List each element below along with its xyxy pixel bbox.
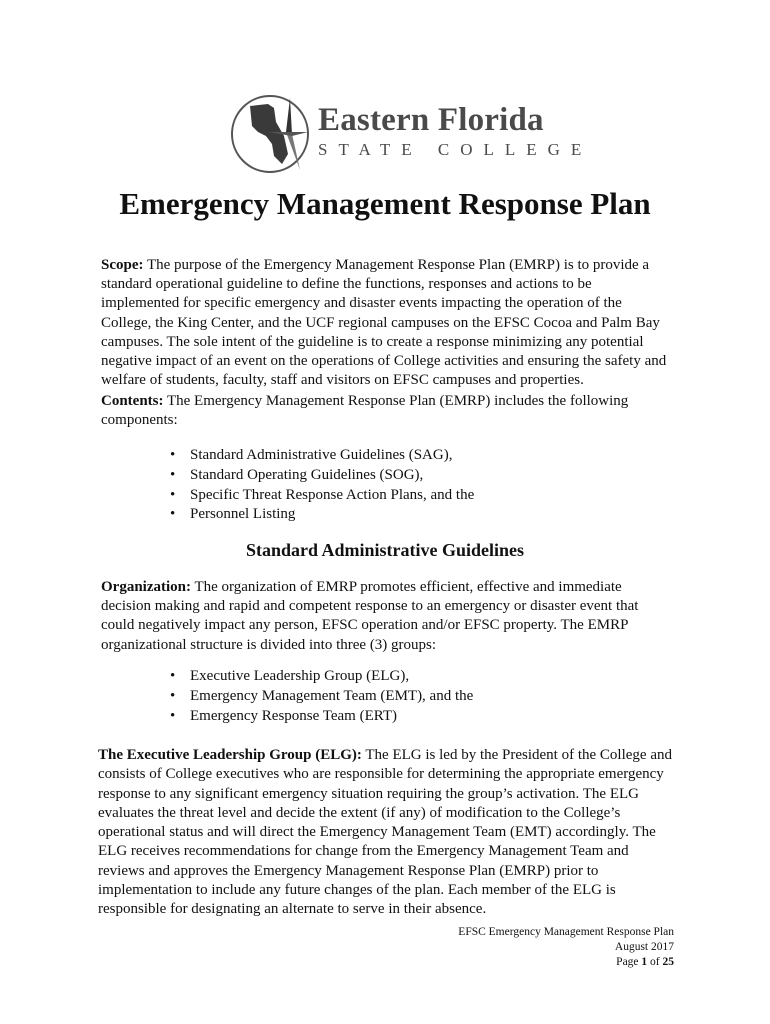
section-heading: Standard Administrative Guidelines <box>245 540 525 560</box>
logo-subtitle: STATE COLLEGE <box>318 140 593 159</box>
scope-label: Scope: <box>101 257 144 273</box>
page-total: 25 <box>662 956 674 968</box>
logo-name: Eastern Florida <box>318 102 544 138</box>
elg-paragraph <box>98 746 673 920</box>
groups-list <box>166 667 473 726</box>
elg-text: The ELG is led by the President of the College and consists of College executives who are responsible for determining the appropriate emergency response to any significant emergency situation requiring the group’s activation. The ELG evaluates the threat level and decide the extent (if any) of modification to the College’s operational status and will direct the Emergency Management Team (EMT) accordingly. The ELG receives recommendations for change from the Emergency Management Team and reviews and approves the Emergency Management Response Plan (EMRP) prior to implementation to include any future changes of the plan. Each member of the ELG is responsible for designating an alternate to serve in their absence. <box>98 747 672 918</box>
contents-text: The Emergency Management Response Plan (EMRP) includes the following components: <box>101 393 629 429</box>
page-prefix: Page <box>616 956 642 968</box>
list-item: • Specific Threat Response Action Plans, and the <box>166 486 474 506</box>
list-item: • Executive Leadership Group (ELG), <box>166 667 473 687</box>
list-item: • Personnel Listing <box>166 505 474 525</box>
scope-text: The purpose of the Emergency Management Response Plan (EMRP) is to provide a standard operational guideline to define the functions, responses and actions to be implemented for specific emergency and disaster events impacting the operation of the College, the King Center, and the UCF regional campuses on the EFSC Cocoa and Palm Bay campuses. The sole intent of the guideline is to create a response minimizing any potential negative impact of an event on the operations of College activities and ensuring the safety and welfare of students, faculty, staff and visitors on EFSC campuses and properties. <box>101 257 667 389</box>
page-footer <box>458 925 674 970</box>
contents-list <box>166 446 474 525</box>
footer-page-number <box>458 955 674 970</box>
document-title: Emergency Management Response Plan <box>119 186 651 221</box>
list-item: • Standard Administrative Guidelines (SAG), <box>166 446 474 466</box>
organization-label: Organization: <box>101 579 191 595</box>
list-item: • Emergency Management Team (EMT), and the <box>166 687 473 707</box>
contents-label: Contents: <box>101 393 164 409</box>
college-logo <box>228 92 593 182</box>
contents-paragraph <box>101 392 671 430</box>
organization-paragraph <box>101 578 671 655</box>
page-of: of <box>647 956 663 968</box>
footer-doc-name: EFSC Emergency Management Response Plan <box>458 926 674 938</box>
footer-date: August 2017 <box>614 941 674 953</box>
list-item: • Emergency Response Team (ERT) <box>166 707 473 727</box>
scope-paragraph <box>101 256 671 390</box>
page-current: 1 <box>641 956 648 968</box>
elg-label: The Executive Leadership Group (ELG): <box>98 747 362 763</box>
list-item: • Standard Operating Guidelines (SOG), <box>166 466 474 486</box>
college-emblem-icon <box>228 92 312 176</box>
organization-text: The organization of EMRP promotes efficient, effective and immediate decision making and rapid and competent response to an emergency or disaster event that could negatively impact any person, EFSC operation and/or EFSC property. The EMRP organizational structure is divided into three (3) groups: <box>101 579 639 653</box>
